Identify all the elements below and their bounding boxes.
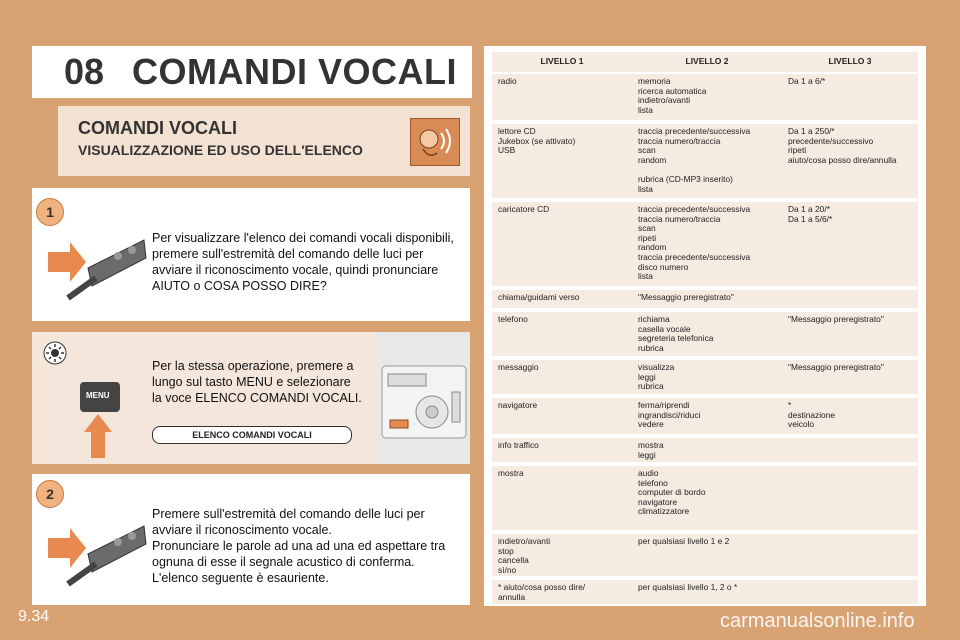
cell-line: sì/no: [498, 564, 517, 575]
table-cell: [492, 398, 632, 434]
table-cell: [782, 580, 918, 604]
table-row: [492, 466, 918, 530]
section-title: COMANDI VOCALI: [78, 118, 237, 138]
step-1-badge: 1: [36, 198, 64, 226]
cell-line: lista: [638, 183, 653, 194]
cell-line: lista: [638, 271, 653, 282]
cell-line: ingrandisci/riduci: [638, 409, 701, 420]
section-header: [58, 106, 470, 176]
cell-line: Da 1 a 6/*: [788, 76, 826, 86]
cell-line: random: [638, 242, 667, 253]
text-line: premere sull'estremità del comando delle luci per: [152, 247, 424, 261]
cell-line: info traffico: [498, 440, 539, 450]
table-cell: [632, 124, 782, 198]
cell-line: Jukebox (se attivato): [498, 135, 576, 146]
cell-line: rubrica: [638, 342, 664, 353]
text-line: L'elenco seguente è esauriente.: [152, 571, 329, 585]
menu-key-label: MENU: [86, 391, 110, 400]
tip-panel: [32, 332, 470, 464]
cell-line: audio: [638, 468, 659, 478]
voice-commands-list-label: ELENCO COMANDI VOCALI: [152, 426, 352, 444]
table-cell: [782, 360, 918, 394]
text-line: Per visualizzare l'elenco dei comandi vocali disponibili,: [152, 231, 454, 245]
table-cell: [632, 580, 782, 604]
menu-key-illustration: [78, 380, 124, 460]
text-line: ognuna di esse il segnale acustico di conferma.: [152, 555, 415, 569]
cell-line: telefono: [638, 477, 668, 488]
table-cell: [782, 74, 918, 120]
cell-line: traccia numero/traccia: [638, 213, 721, 224]
table-row: [492, 202, 918, 286]
header-level-2: LIVELLO 2: [685, 56, 729, 66]
cell-line: lista: [638, 104, 653, 115]
cell-line: per qualsiasi livello 1, 2 o *: [638, 582, 738, 592]
cell-line: USB: [498, 145, 516, 156]
cell-line: caricatore CD: [498, 204, 550, 214]
table-header-row: [492, 52, 918, 72]
cell-line: ripeti: [638, 232, 657, 243]
cell-line: indietro/avanti: [498, 536, 551, 546]
cell-line: casella vocale: [638, 323, 691, 334]
text-line: AIUTO o COSA POSSO DIRE?: [152, 279, 327, 293]
watermark: carmanualsonline.info: [720, 610, 915, 632]
table-cell: [632, 466, 782, 530]
cell-line: ripeti: [788, 145, 807, 156]
title-banner: [32, 46, 472, 98]
cell-line: destinazione: [788, 409, 836, 420]
table-row: [492, 580, 918, 604]
cell-line: *: [788, 400, 792, 410]
cell-line: leggi: [638, 449, 656, 460]
table-cell: [492, 290, 632, 308]
table-cell: [782, 202, 918, 286]
text-line: la voce ELENCO COMANDI VOCALI.: [152, 391, 362, 405]
table-cell: [782, 124, 918, 198]
cell-line: leggi: [638, 371, 656, 382]
cell-line: rubrica (CD-MP3 inserito): [638, 173, 733, 184]
table-cell: [632, 398, 782, 434]
table-cell: [632, 312, 782, 356]
lightbulb-icon: [40, 338, 70, 368]
cell-line: traccia precedente/successiva: [638, 204, 751, 214]
cell-line: climatizzatore: [638, 506, 690, 517]
table-cell: [632, 74, 782, 120]
header-level-3: LIVELLO 3: [828, 56, 872, 66]
text-line: avviare il riconoscimento vocale, quindi pronunciare: [152, 263, 439, 277]
table-row: [492, 290, 918, 308]
text-line: lungo sul tasto MENU e selezionare: [152, 375, 351, 389]
cell-line: random: [638, 154, 667, 165]
cell-line: stop: [498, 545, 514, 556]
table-cell: [632, 534, 782, 576]
tip-text: [152, 358, 362, 406]
chapter-title: COMANDI VOCALI: [132, 51, 457, 92]
page-number: 9.34: [18, 608, 50, 625]
table-cell: [492, 360, 632, 394]
cell-line: vedere: [638, 419, 664, 430]
step-2-panel: [32, 474, 470, 605]
light-stalk-illustration: [48, 514, 148, 594]
table-cell: [782, 290, 918, 308]
table-cell: [492, 580, 632, 604]
table-row: [492, 398, 918, 434]
step-1-text: [152, 230, 454, 294]
cell-line: computer di bordo: [638, 487, 706, 498]
table-row: [492, 360, 918, 394]
step-2-badge: 2: [36, 480, 64, 508]
cell-line: traccia precedente/successiva: [638, 251, 751, 262]
table-row: [492, 534, 918, 576]
voice-command-icon: [410, 118, 460, 166]
text-line: Premere sull'estremità del comando delle luci per: [152, 507, 425, 521]
cell-line: aiuto/cosa posso dire/annulla: [788, 154, 897, 165]
cell-line: Da 1 a 20/*: [788, 204, 830, 214]
cell-line: Da 1 a 5/6/*: [788, 213, 833, 224]
cell-line: disco numero: [638, 261, 689, 272]
cell-line: telefono: [498, 314, 528, 324]
cell-line: radio: [498, 76, 517, 86]
text-line: Per la stessa operazione, premere a: [152, 359, 354, 373]
cell-line: Da 1 a 250/*: [788, 126, 835, 136]
cell-line: * aiuto/cosa posso dire/: [498, 582, 586, 592]
table-cell: [492, 124, 632, 198]
table-cell: [782, 312, 918, 356]
table-cell: [492, 74, 632, 120]
cell-line: messaggio: [498, 362, 539, 372]
cell-line: lettore CD: [498, 126, 536, 136]
table-cell: [492, 466, 632, 530]
cell-line: ricerca automatica: [638, 85, 707, 96]
table-row: [492, 312, 918, 356]
cell-line: cancella: [498, 555, 529, 566]
cell-line: precedente/successivo: [788, 135, 874, 146]
text-line: Pronunciare le parole ad una ad una ed aspettare tra: [152, 539, 446, 553]
cell-line: traccia precedente/successiva: [638, 126, 751, 136]
header-level-1: LIVELLO 1: [540, 56, 584, 66]
cell-line: navigatore: [638, 496, 678, 507]
cell-line: segreteria telefonica: [638, 333, 714, 344]
cell-line: memoria: [638, 76, 671, 86]
cell-line: per qualsiasi livello 1 e 2: [638, 536, 730, 546]
table-cell: [782, 534, 918, 576]
table-cell: [782, 398, 918, 434]
light-stalk-illustration: [48, 228, 148, 308]
table-cell: [632, 438, 782, 462]
text-line: avviare il riconoscimento vocale.: [152, 523, 332, 537]
cell-line: ferma/riprendi: [638, 400, 690, 410]
step-2-text: [152, 506, 445, 586]
table-cell: [782, 438, 918, 462]
section-subtitle: VISUALIZZAZIONE ED USO DELL'ELENCO: [78, 142, 363, 158]
cell-line: veicolo: [788, 419, 815, 430]
table-row: [492, 74, 918, 120]
chapter-number: 08: [64, 51, 105, 92]
table-cell: [492, 438, 632, 462]
table-cell: [782, 466, 918, 530]
table-cell: [632, 360, 782, 394]
cell-line: indietro/avanti: [638, 95, 691, 106]
cell-line: traccia numero/traccia: [638, 135, 721, 146]
cell-line: scan: [638, 145, 656, 156]
cell-line: chiama/guidami verso: [498, 292, 580, 302]
cell-line: navigatore: [498, 400, 538, 410]
table-row: [492, 124, 918, 198]
cell-line: annulla: [498, 591, 526, 602]
cell-line: richiama: [638, 314, 670, 324]
table-cell: [492, 312, 632, 356]
cell-line: mostra: [638, 440, 664, 450]
cell-line: "Messaggio preregistrato": [638, 292, 734, 302]
cell-line: mostra: [498, 468, 524, 478]
cell-line: visualizza: [638, 362, 675, 372]
table-cell: [492, 202, 632, 286]
table-cell: [632, 202, 782, 286]
table-cell: [492, 534, 632, 576]
cell-line: rubrica: [638, 381, 664, 392]
table-row: [492, 438, 918, 462]
stereo-unit-illustration: [376, 332, 470, 464]
cell-line: scan: [638, 223, 656, 234]
voice-commands-table: [484, 46, 926, 606]
table-cell: [632, 290, 782, 308]
cell-line: "Messaggio preregistrato": [788, 314, 884, 324]
cell-line: "Messaggio preregistrato": [788, 362, 884, 372]
step-1-panel: [32, 188, 470, 321]
